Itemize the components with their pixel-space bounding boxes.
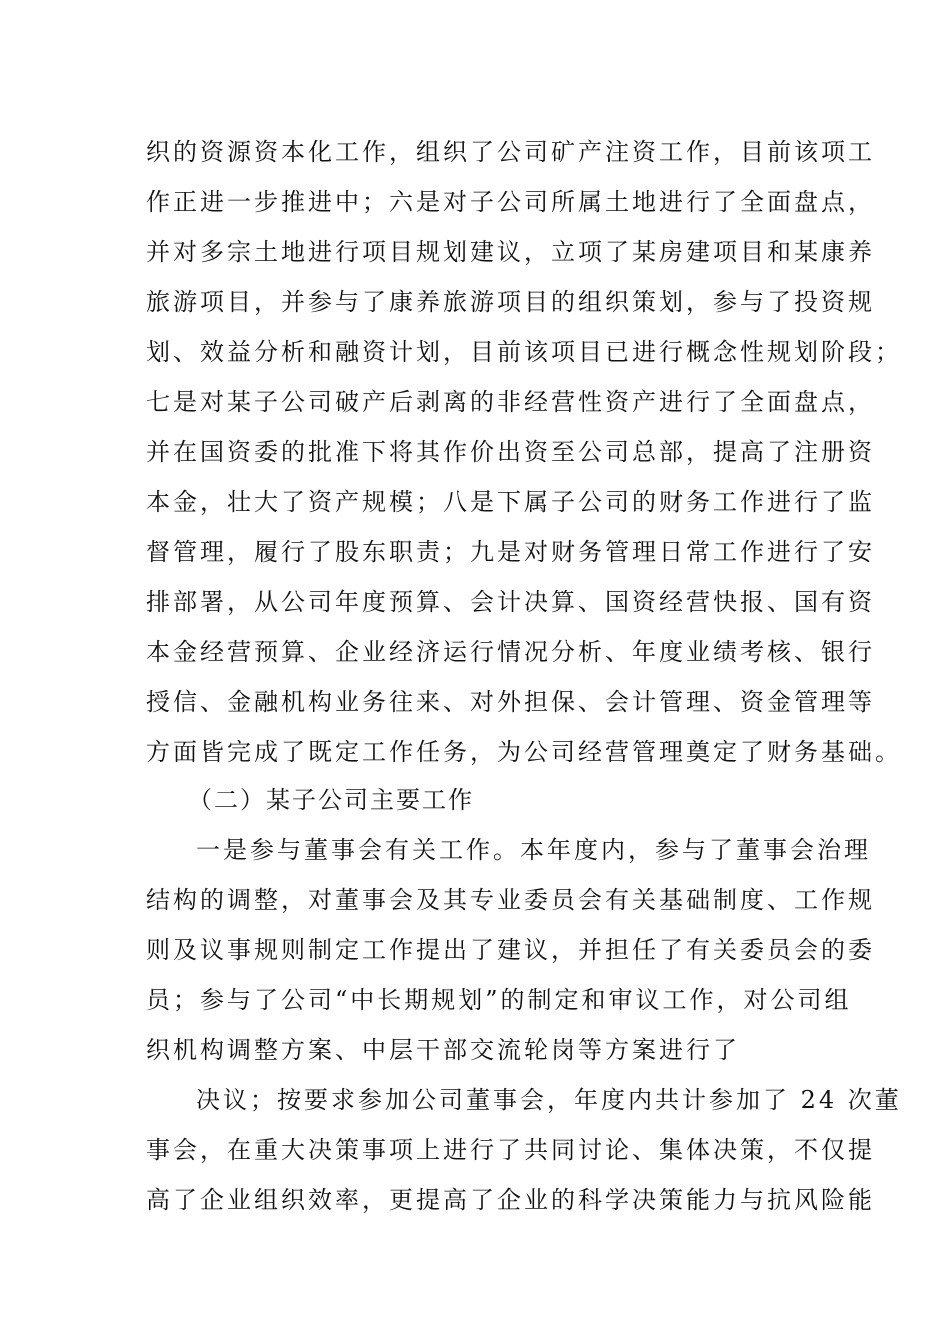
text-line: 员；参与了公司“中长期规划”的制定和审议工作，对公司组 <box>146 986 852 1014</box>
text-line: 织机构调整方案、中层干部交流轮岗等方案进行了 <box>146 1036 740 1064</box>
text-line: 本金，壮大了资产规模；八是下属子公司的财务工作进行了监 <box>146 488 875 516</box>
text-line: 决议；按要求参加公司董事会，年度内共计参加了 24 次董 <box>196 1086 902 1114</box>
text-line: 并在国资委的批准下将其作价出资至公司总部，提高了注册资 <box>146 438 875 466</box>
text-line: 高了企业组织效率，更提高了企业的科学决策能力与抗风险能 <box>146 1186 875 1214</box>
text-line: 授信、金融机构业务往来、对外担保、会计管理、资金管理等 <box>146 688 875 716</box>
text-line: 一是参与董事会有关工作。本年度内，参与了董事会治理 <box>196 836 871 864</box>
text-line: 方面皆完成了既定工作任务，为公司经营管理奠定了财务基础。 <box>146 738 902 766</box>
section-heading: （二）某子公司主要工作 <box>188 786 474 814</box>
text-line: 旅游项目，并参与了康养旅游项目的组织策划，参与了投资规 <box>146 288 875 316</box>
text-line: 则及议事规则制定工作提出了建议，并担任了有关委员会的委 <box>146 936 875 964</box>
text-line: 织的资源资本化工作，组织了公司矿产注资工作，目前该项工 <box>146 138 875 166</box>
text-line: 督管理，履行了股东职责；九是对财务管理日常工作进行了安 <box>146 538 875 566</box>
text-line: 结构的调整，对董事会及其专业委员会有关基础制度、工作规 <box>146 886 875 914</box>
text-line: 事会，在重大决策事项上进行了共同讨论、集体决策，不仅提 <box>146 1136 875 1164</box>
text-line: 划、效益分析和融资计划，目前该项目已进行概念性规划阶段； <box>146 338 902 366</box>
text-line: 并对多宗土地进行项目规划建议，立项了某房建项目和某康养 <box>146 238 875 266</box>
text-line: 排部署，从公司年度预算、会计决算、国资经营快报、国有资 <box>146 588 875 616</box>
text-line: 七是对某子公司破产后剥离的非经营性资产进行了全面盘点， <box>146 388 875 416</box>
text-line: 本金经营预算、企业经济运行情况分析、年度业绩考核、银行 <box>146 638 875 666</box>
text-line: 作正进一步推进中；六是对子公司所属土地进行了全面盘点， <box>146 188 875 216</box>
